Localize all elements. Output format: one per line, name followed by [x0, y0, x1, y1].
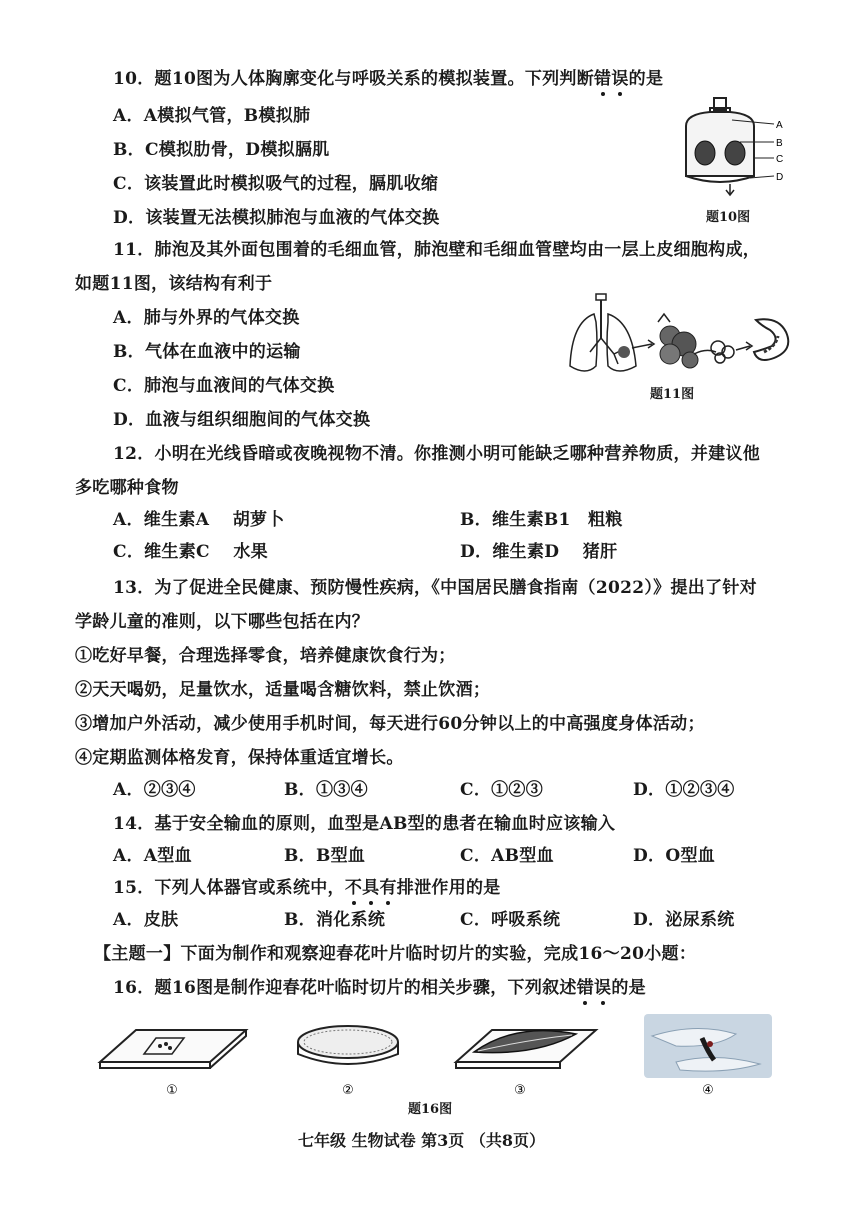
q13-item-3: ③增加户外活动，减少使用手机时间，每天进行60分钟以上的中高强度身体活动；: [75, 714, 705, 734]
step-label-2: ②: [342, 1083, 354, 1098]
q12-stem-line1: 12．小明在光线昏暗或夜晚视物不清。你推测小明可能缺乏哪种营养物质，并建议他: [113, 444, 761, 464]
q11-stem-line2: 如题11图，该结构有利于: [75, 274, 273, 294]
alveoli-figure: [566, 292, 796, 384]
q15-option-c[interactable]: C．呼吸系统: [460, 910, 561, 930]
q12-option-b[interactable]: B．维生素B1 粗粮: [460, 510, 623, 530]
q13-item-4: ④定期监测体格发育，保持体重适宜增长。: [75, 748, 404, 768]
step-label-4: ④: [702, 1083, 714, 1098]
theme-one-intro: 【主题一】下面为制作和观察迎春花叶片临时切片的实验，完成16～20小题：: [94, 944, 697, 964]
figure-label-a: A: [776, 120, 783, 131]
step-3-leaf-on-slide-illustration: [456, 1030, 596, 1068]
figure-label-d: D: [776, 172, 784, 183]
step-label-3: ③: [514, 1083, 526, 1098]
q12-option-c[interactable]: C．维生素C 水果: [113, 542, 268, 562]
q11-option-a[interactable]: A．肺与外界的气体交换: [113, 308, 300, 328]
step-label-1: ①: [166, 1083, 178, 1098]
q15-stem-pre: 15．下列人体器官或系统中，: [113, 878, 345, 898]
q16-stem-post: 的是: [611, 978, 646, 998]
bell-jar-model-figure: [680, 96, 790, 206]
q14-option-d[interactable]: D．O型血: [633, 846, 716, 866]
q11-option-d[interactable]: D．血液与组织细胞间的气体交换: [113, 410, 371, 430]
q15-stem-emphasis-3: 有: [379, 878, 397, 898]
q15-stem-emphasis-2: 具: [362, 878, 380, 898]
q11-stem-line1: 11．肺泡及其外面包围着的毛细血管，肺泡壁和毛细血管壁均由一层上皮细胞构成，: [113, 240, 761, 260]
q14-stem: 14．基于安全输血的原则，血型是AB型的患者在输血时应该输入: [113, 814, 616, 834]
q12-option-d[interactable]: D．维生素D 猪肝: [460, 542, 618, 562]
q13-item-2: ②天天喝奶，足量饮水，适量喝含糖饮料，禁止饮酒；: [75, 680, 491, 700]
q13-stem-line2: 学龄儿童的准则，以下哪些包括在内？: [75, 612, 370, 632]
step-4-cutting-photo: [644, 1014, 772, 1078]
q14-option-c[interactable]: C．AB型血: [460, 846, 554, 866]
q11-option-c[interactable]: C．肺泡与血液间的气体交换: [113, 376, 335, 396]
q12-option-a[interactable]: A．维生素A 胡萝卜: [113, 510, 285, 530]
q11-option-b[interactable]: B．气体在血液中的运输: [113, 342, 301, 362]
slide-preparation-steps-figure: [96, 1012, 776, 1098]
q16-figure-caption: 题16图: [408, 1102, 453, 1117]
q15-stem-emphasis-1: 不: [344, 878, 363, 898]
q15-stem: [113, 876, 501, 900]
q10-option-b[interactable]: B．C模拟肋骨，D模拟膈肌: [113, 140, 330, 160]
q13-option-d[interactable]: D．①②③④: [633, 780, 735, 800]
q15-stem-post: 排泄作用的是: [396, 878, 501, 898]
q10-figure-caption: 题10图: [706, 210, 751, 225]
q14-option-b[interactable]: B．B型血: [284, 846, 366, 866]
q15-option-b[interactable]: B．消化系统: [284, 910, 386, 930]
q16-stem: [113, 976, 646, 1000]
q10-stem-emphasis-1: 错: [594, 69, 612, 89]
figure-label-c: C: [776, 154, 784, 165]
q10-stem-post: 的是: [628, 69, 664, 89]
q15-option-d[interactable]: D．泌尿系统: [633, 910, 735, 930]
q12-stem-line2: 多吃哪种食物: [75, 478, 179, 498]
q10-stem: [113, 67, 663, 91]
q13-option-b[interactable]: B．①③④: [284, 780, 368, 800]
step-1-slide-illustration: [100, 1030, 246, 1068]
q16-stem-pre: 16．题16图是制作迎春花叶临时切片的相关步骤，下列叙述: [113, 978, 577, 998]
q10-option-d[interactable]: D．该装置无法模拟肺泡与血液的气体交换: [113, 208, 440, 228]
q10-stem-pre: 10．题10图为人体胸廓变化与呼吸关系的模拟装置。下列判断: [113, 69, 595, 89]
q14-option-a[interactable]: A．A型血: [113, 846, 192, 866]
q16-stem-emphasis-1: 错: [576, 978, 595, 998]
q16-stem-emphasis-2: 误: [594, 978, 612, 998]
q15-option-a[interactable]: A．皮肤: [113, 910, 179, 930]
q13-option-a[interactable]: A．②③④: [113, 780, 196, 800]
q10-option-a[interactable]: A．A模拟气管，B模拟肺: [113, 106, 311, 126]
step-2-petri-dish-illustration: [298, 1026, 398, 1064]
q10-stem-emphasis-2: 误: [611, 69, 629, 89]
page-footer: 七年级 生物试卷 第3页 （共8页）: [298, 1131, 545, 1150]
figure-label-b: B: [776, 138, 783, 149]
q13-option-c[interactable]: C．①②③: [460, 780, 544, 800]
q13-item-1: ①吃好早餐，合理选择零食，培养健康饮食行为；: [75, 646, 456, 666]
q13-stem-line1: 13．为了促进全民健康、预防慢性疾病，《中国居民膳食指南（2022）》提出了针对: [113, 578, 757, 598]
q10-option-c[interactable]: C．该装置此时模拟吸气的过程，膈肌收缩: [113, 174, 439, 194]
q11-figure-caption: 题11图: [650, 387, 695, 402]
